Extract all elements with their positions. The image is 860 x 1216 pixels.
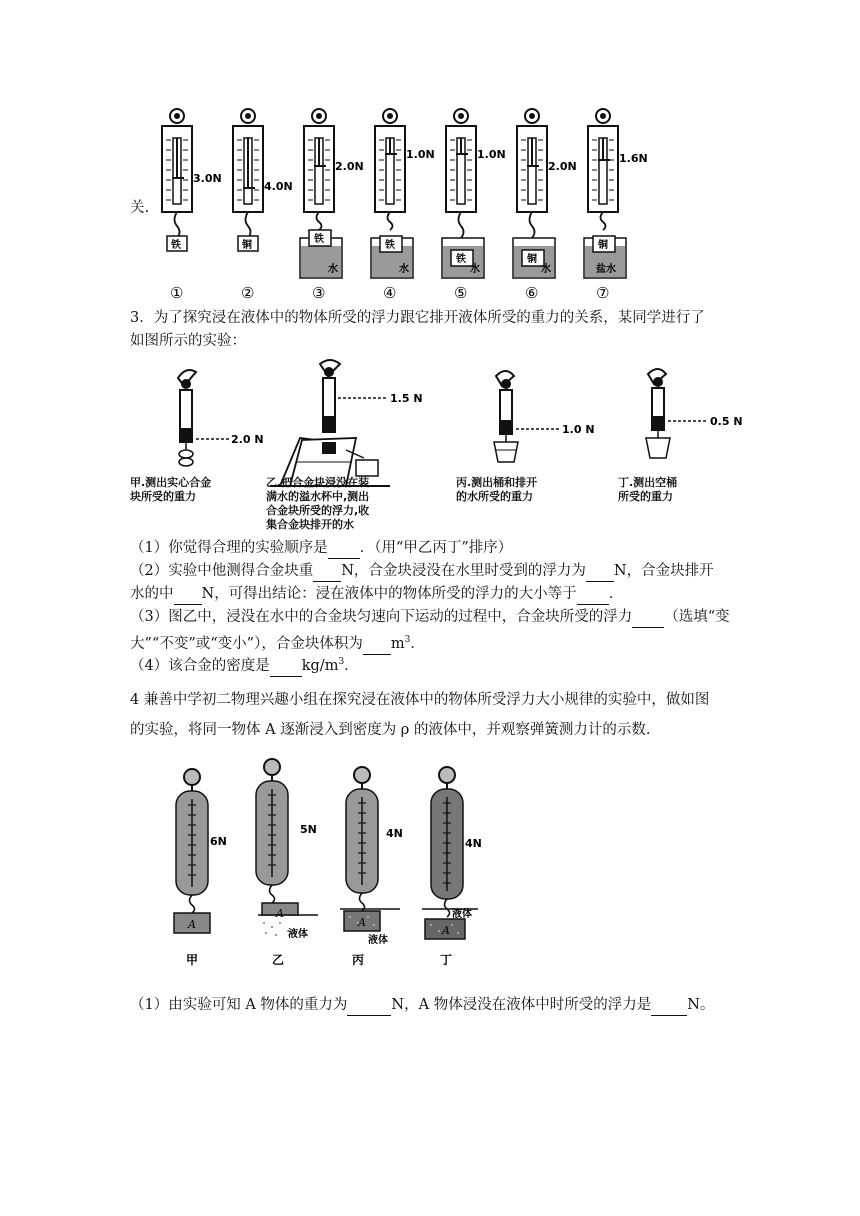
svg-text:铁: 铁 — [171, 240, 181, 251]
caption-bing: 丙.测出桶和排开 的水所受的重力 — [456, 476, 538, 503]
fig1-reading-1: 3.0N — [193, 172, 222, 185]
spring-scale-1 — [162, 109, 192, 238]
spring-scale-6 — [517, 109, 547, 238]
svg-text:铜: 铜 — [598, 240, 608, 251]
svg-text:水: 水 — [328, 264, 338, 275]
q3-sub1: （1）你觉得合理的实验顺序是 ．（用“甲乙丙丁”排序） — [130, 538, 512, 559]
answer-blank[interactable] — [313, 561, 341, 582]
scale-ding-4 — [422, 767, 482, 967]
answer-blank[interactable] — [347, 995, 391, 1016]
q3-reading-jia: 2.0 N — [231, 433, 264, 446]
svg-text:液体: 液体 — [368, 935, 388, 946]
q4-label-yi: 乙 — [272, 953, 285, 967]
svg-text:水: 水 — [399, 264, 409, 275]
beaker-4 — [371, 236, 413, 278]
fig1-number-1: ① — [170, 284, 184, 302]
fig1-number-3: ③ — [312, 284, 326, 302]
q3-reading-yi: 1.5 N — [390, 392, 423, 405]
q4-reading-jia: 6N — [210, 835, 227, 848]
q4-reading-bing: 4N — [386, 827, 403, 840]
q3-reading-ding: 0.5 N — [710, 415, 743, 428]
svg-text:A: A — [442, 924, 450, 937]
caption-jia: 甲.测出实心合金 块所受的重力 — [130, 476, 212, 503]
spring-scale-3 — [304, 109, 334, 230]
scale-jia-4 — [174, 769, 227, 967]
svg-text:铁: 铁 — [314, 234, 324, 245]
q4-reading-yi: 5N — [300, 823, 317, 836]
q4-label-jia: 甲 — [186, 953, 199, 967]
object-a-figure — [160, 755, 510, 970]
scale-ding — [646, 369, 743, 458]
scale-bing — [494, 371, 595, 462]
fig1-reading-2: 4.0N — [264, 180, 293, 193]
spring-scale-7 — [588, 109, 618, 230]
spring-scale-4 — [375, 109, 405, 230]
fig1-reading-3: 2.0N — [335, 160, 364, 173]
spring-scale-5 — [446, 109, 476, 238]
scale-jia — [178, 370, 264, 466]
answer-blank[interactable] — [328, 538, 360, 559]
scale-yi — [270, 360, 423, 486]
beaker-7 — [584, 236, 626, 278]
svg-text:铁: 铁 — [385, 240, 395, 251]
q3-sub4: （4）该合金的密度是 $kg/m^3$． — [130, 652, 359, 677]
q3-intro-line2: 如图所示的实验： — [130, 333, 246, 349]
fig1-number-2: ② — [241, 284, 255, 302]
q4-sub1: （1）由实验可知 A 物体的重力为 N，A 物体浸没在液体中时所受的浮力是 N。 — [130, 995, 714, 1016]
svg-text:水: 水 — [470, 264, 480, 275]
answer-blank[interactable] — [586, 561, 614, 582]
svg-text:A: A — [358, 916, 366, 929]
svg-text:铁: 铁 — [456, 254, 466, 265]
q4-intro-line1: 4 兼善中学初二物理兴趣小组在探究浸在液体中的物体所受浮力大小规律的实验中，做如图 — [130, 692, 710, 708]
q4-intro-line2: 的实验，将同一物体 A 逐渐浸入到密度为 ρ 的液体中，并观察弹簧测力计的示数. — [130, 722, 651, 738]
spring-scale-2 — [233, 109, 263, 238]
answer-blank[interactable] — [174, 584, 202, 605]
svg-text:液体: 液体 — [288, 929, 308, 940]
q4-reading-ding: 4N — [465, 837, 482, 850]
q3-sub3-line2: 大”“不变”或“变小”），合金块体积为 $m^3$． — [130, 630, 425, 655]
q3-sub2-line2: 水的中 N，可得出结论：浸在液体中的物体所受的浮力的大小等于 ． — [130, 584, 623, 605]
answer-blank[interactable] — [632, 607, 664, 628]
svg-text:水: 水 — [541, 264, 551, 275]
svg-text:A: A — [276, 907, 284, 920]
beaker-6 — [513, 238, 555, 278]
answer-blank[interactable] — [651, 995, 687, 1016]
fig1-reading-5: 1.0N — [477, 148, 506, 161]
fig1-reading-7: 1.6N — [619, 152, 648, 165]
svg-text:盐水: 盐水 — [596, 264, 616, 275]
svg-text:铜: 铜 — [242, 240, 252, 251]
q3-sub3-line1: （3）图乙中，浸没在水中的合金块匀速向下运动的过程中，合金块所受的浮力 （选填“变 — [130, 607, 730, 628]
svg-text:A: A — [188, 918, 196, 931]
fig1-number-4: ④ — [383, 284, 397, 302]
answer-blank[interactable] — [577, 584, 609, 605]
beaker-5 — [442, 238, 484, 278]
fig1-number-6: ⑥ — [525, 284, 539, 302]
scale-bing-4 — [340, 767, 403, 967]
q3-reading-bing: 1.0 N — [562, 423, 595, 436]
fig1-prefix: 关. — [130, 200, 150, 216]
svg-text:液体: 液体 — [452, 909, 472, 920]
beaker-3 — [300, 230, 342, 278]
spring-scale-figure-1 — [150, 104, 650, 304]
fig1-number-5: ⑤ — [454, 284, 468, 302]
answer-blank[interactable] — [270, 656, 302, 677]
fig1-reading-4: 1.0N — [406, 148, 435, 161]
q4-label-ding: 丁 — [440, 953, 453, 967]
fig1-reading-6: 2.0N — [548, 160, 577, 173]
q3-sub2-line1: （2）实验中他测得合金块重 N，合金块浸没在水里时受到的浮力为 N，合金块排开 — [130, 561, 714, 582]
scale-yi-4 — [256, 759, 318, 967]
q3-intro-line1: 3．为了探究浸在液体中的物体所受的浮力跟它排开液体所受的重力的关系，某同学进行了 — [130, 310, 705, 326]
fig1-number-7: ⑦ — [596, 284, 610, 302]
q4-label-bing: 丙 — [352, 953, 365, 967]
svg-text:铜: 铜 — [527, 254, 537, 265]
answer-blank[interactable] — [363, 634, 391, 655]
caption-ding: 丁.测出空桶 所受的重力 — [618, 476, 678, 503]
caption-yi: 乙.把合金块浸没在装 满水的溢水杯中,测出 合金块所受的浮力,收 集合金块排开的水 — [266, 476, 370, 531]
